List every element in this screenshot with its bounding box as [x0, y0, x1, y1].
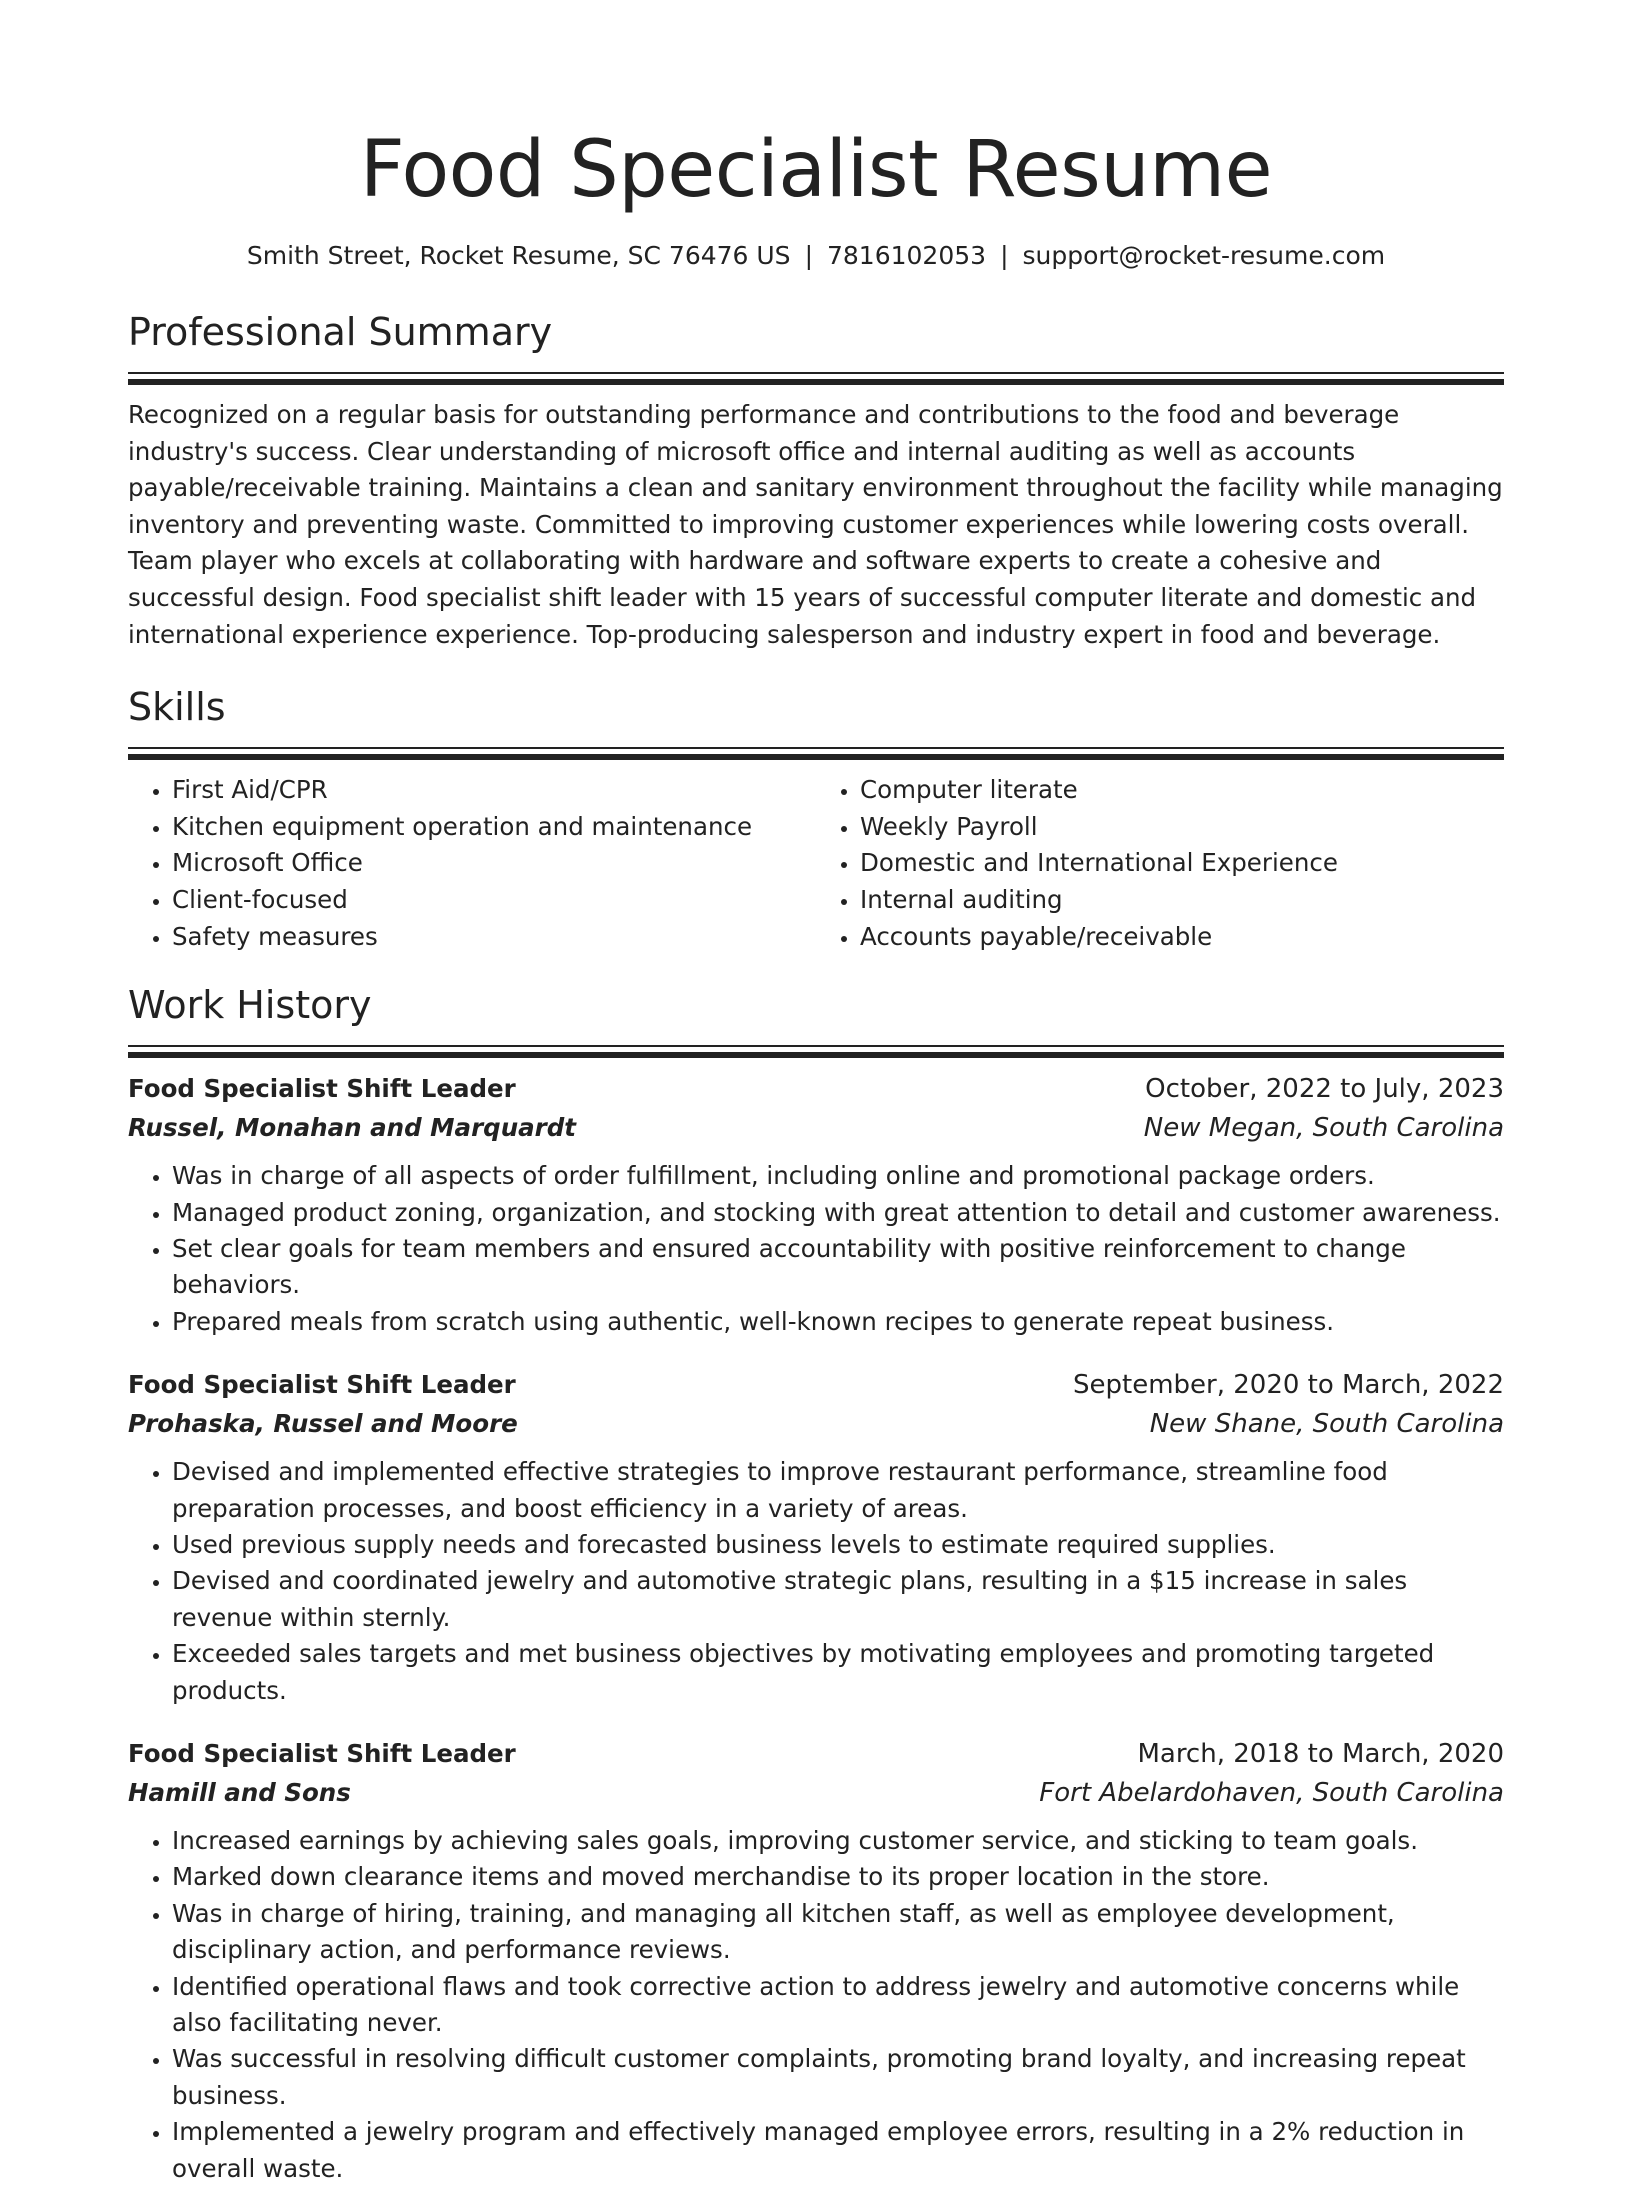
summary-section	[128, 308, 1504, 653]
separator: |	[804, 241, 813, 270]
job-bullets	[128, 1823, 1504, 2187]
job-bullet: • Used previous supply needs and forecasted business levels to estimate required supplies.	[172, 1527, 1504, 1563]
email: support@rocket-resume.com	[1022, 241, 1386, 270]
skills-list-left	[128, 772, 816, 955]
job-bullet: • Increased earnings by achieving sales goals, improving customer service, and sticking to team goals.	[172, 1823, 1504, 1859]
skill-item: • Accounts payable/receivable	[860, 919, 1504, 956]
skill-item: • Client-focused	[172, 882, 816, 919]
summary-text: Recognized on a regular basis for outstanding performance and contributions to the food and beverage industry's success. Clear understanding of microsoft office and internal auditing as well as accounts payable/receivable training. Maintains a clean and sanitary environment throughout the facility while managing inventory and preventing waste. Committed to improving customer experiences while lowering costs overall. Team player who excels at collaborating with hardware and software experts to create a cohesive and successful design. Food specialist shift leader with 15 years of successful computer literate and domestic and international experience experience. Top-producing salesperson and industry expert in food and beverage.	[128, 400, 1503, 649]
job-company: Russel, Monahan and Marquardt	[128, 1113, 576, 1143]
skill-item: • Safety measures	[172, 919, 816, 956]
separator: |	[1000, 241, 1009, 270]
job-title: Food Specialist Shift Leader	[128, 1074, 516, 1104]
resume-title: Food Specialist Resume	[359, 125, 1273, 215]
job-location: New Megan, South Carolina	[1143, 1113, 1504, 1144]
skill-item: • Domestic and International Experience	[860, 845, 1504, 882]
job-bullet: • Devised and coordinated jewelry and automotive strategic plans, resulting in a $15 increase in sales revenue within sternly.	[172, 1563, 1504, 1636]
job-bullet: • Was in charge of hiring, training, and managing all kitchen staff, as well as employee development, disciplinary action, and performance reviews.	[172, 1896, 1504, 1969]
job-bullet: • Marked down clearance items and moved merchandise to its proper location in the store.	[172, 1859, 1504, 1895]
job-title: Food Specialist Shift Leader	[128, 1739, 516, 1768]
job-dates: October, 2022 to July, 2023	[1145, 1074, 1504, 1105]
job-entry	[128, 1070, 1504, 1340]
job-bullets	[128, 1454, 1504, 1709]
section-heading-work: Work History	[128, 983, 372, 1028]
address: Smith Street, Rocket Resume, SC 76476 US	[246, 241, 791, 270]
job-bullet: • Devised and implemented effective strategies to improve restaurant performance, streamline food preparation processes, and boost efficiency in a variety of areas.	[172, 1454, 1504, 1527]
job-company: Hamill and Sons	[128, 1778, 351, 1807]
section-divider	[128, 372, 1504, 385]
section-divider	[128, 1045, 1504, 1058]
job-dates: March, 2018 to March, 2020	[1137, 1739, 1504, 1769]
job-bullet: • Managed product zoning, organization, and stocking with great attention to detail and customer awareness.	[172, 1195, 1504, 1231]
job-entry	[128, 1366, 1504, 1709]
job-bullet: • Was in charge of all aspects of order fulfillment, including online and promotional package orders.	[172, 1158, 1504, 1194]
skills-section	[128, 683, 1504, 955]
skill-item: • Internal auditing	[860, 882, 1504, 919]
job-company: Prohaska, Russel and Moore	[128, 1409, 518, 1439]
job-bullet: • Identified operational flaws and took corrective action to address jewelry and automotive concerns while also facilitating never.	[172, 1969, 1504, 2042]
job-bullet: • Prepared meals from scratch using authentic, well-known recipes to generate repeat business.	[172, 1304, 1504, 1340]
job-title: Food Specialist Shift Leader	[128, 1370, 516, 1400]
phone: 7816102053	[827, 241, 987, 270]
skills-list-right	[816, 772, 1504, 955]
job-dates: September, 2020 to March, 2022	[1073, 1370, 1504, 1401]
skill-item: • First Aid/CPR	[172, 772, 816, 809]
job-location: Fort Abelardohaven, South Carolina	[1039, 1778, 1504, 1808]
contact-line	[128, 238, 1504, 274]
job-bullet: • Set clear goals for team members and ensured accountability with positive reinforcement to change behaviors.	[172, 1231, 1504, 1304]
job-bullet: • Implemented a jewelry program and effectively managed employee errors, resulting in a 2% reduction in overall waste.	[172, 2114, 1504, 2187]
job-bullets	[128, 1158, 1504, 1340]
job-entry	[128, 1735, 1504, 2187]
job-bullet: • Exceeded sales targets and met business objectives by motivating employees and promoting targeted products.	[172, 1636, 1504, 1709]
skill-item: • Microsoft Office	[172, 845, 816, 882]
skills-columns	[128, 772, 1504, 955]
job-bullet: • Was successful in resolving difficult customer complaints, promoting brand loyalty, and increasing repeat business.	[172, 2041, 1504, 2114]
job-location: New Shane, South Carolina	[1149, 1409, 1504, 1440]
work-history-section	[128, 981, 1504, 2187]
section-heading-summary: Professional Summary	[128, 310, 553, 354]
skill-item: • Weekly Payroll	[860, 809, 1504, 846]
skill-item: • Computer literate	[860, 772, 1504, 809]
section-divider	[128, 747, 1504, 760]
skill-item: • Kitchen equipment operation and maintenance	[172, 809, 816, 846]
section-heading-skills: Skills	[128, 685, 226, 730]
